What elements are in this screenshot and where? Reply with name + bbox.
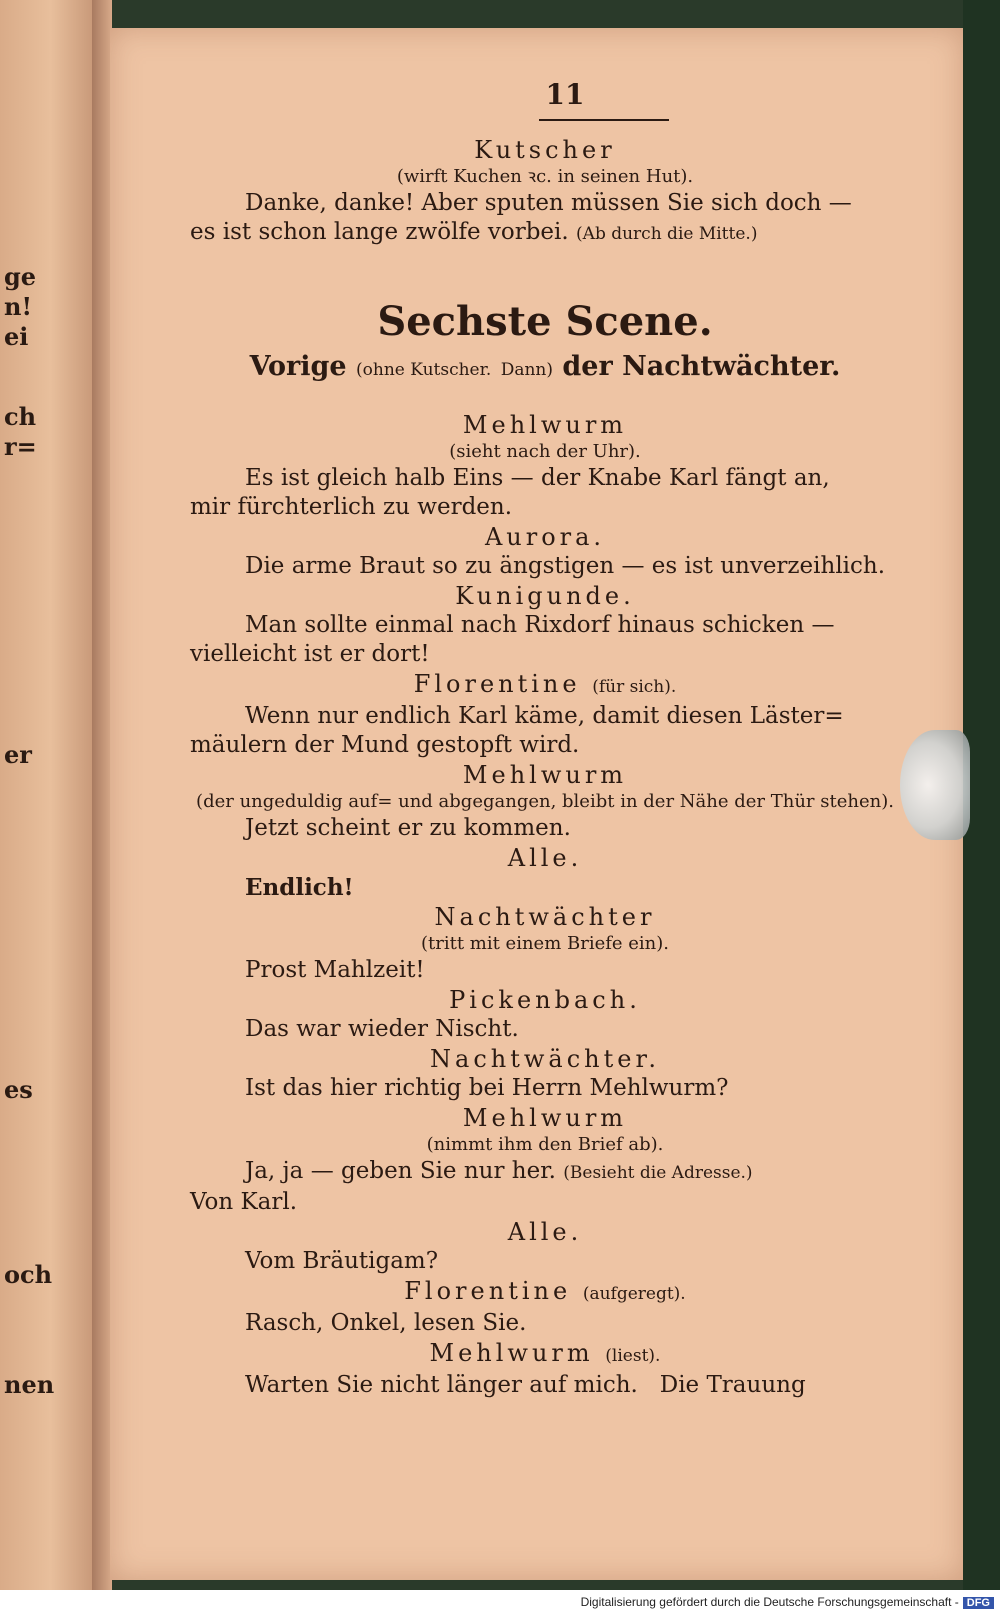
speaker-name: Aurora. — [484, 523, 606, 551]
page-number: 11 — [545, 78, 585, 111]
speaker-name: Kunigunde. — [455, 582, 635, 610]
left-fragment: r= — [4, 432, 37, 461]
footer-bar — [0, 1590, 1000, 1614]
speaker-name: Alle. — [507, 844, 583, 872]
left-fragment: er — [4, 740, 32, 769]
dialogue-line: mäulern der Mund gestopft wird. — [190, 732, 580, 758]
dialogue-line: Warten Sie nicht länger auf mich. Die Trauung — [245, 1372, 806, 1398]
dialogue-line: Jetzt scheint er zu kommen. — [245, 815, 571, 841]
speaker-name: Kutscher — [474, 136, 616, 164]
scene-sub-part: Dann) — [500, 360, 553, 380]
page-clip — [900, 730, 970, 840]
stage-direction: (tritt mit einem Briefe ein). — [420, 933, 670, 954]
left-fragment: ch — [4, 402, 37, 431]
scene-sub-part: Vorige — [249, 351, 347, 382]
page-content — [190, 78, 900, 1400]
speaker-name: Mehlwurm — [462, 761, 628, 789]
speaker-name: Nachtwächter. — [430, 1045, 660, 1073]
speaker-line — [190, 1276, 900, 1309]
dialogue-line — [190, 218, 900, 249]
speaker-name: Florentine — [413, 670, 581, 698]
stage-direction: (Besieht die Adresse.) — [563, 1163, 753, 1183]
stage-direction: (wirft Kuchen ꝛc. in seinen Hut). — [396, 166, 694, 187]
speaker-line — [190, 669, 900, 702]
stage-direction: (aufgeregt). — [582, 1284, 686, 1304]
dialogue-line: Die arme Braut so zu ängstigen — es ist unverzeihlich. — [245, 553, 886, 579]
dfg-logo: DFG — [963, 1597, 994, 1609]
left-fragment: och — [4, 1260, 53, 1289]
speaker-name: Florentine — [404, 1277, 572, 1305]
dialogue-line: Endlich! — [245, 874, 354, 901]
book-gutter — [92, 0, 112, 1590]
stage-direction: (für sich). — [592, 677, 677, 697]
speaker-name: Mehlwurm — [429, 1339, 594, 1367]
left-fragment: nen — [4, 1370, 55, 1399]
dialogue-line: Danke, danke! Aber sputen müssen Sie sich doch — — [245, 190, 852, 216]
dialogue-line: Ist das hier richtig bei Herrn Mehlwurm? — [245, 1075, 729, 1101]
left-fragment: n! — [4, 292, 32, 321]
dialogue-line — [190, 1157, 900, 1188]
dialogue-line: mir fürchterlich zu werden. — [190, 494, 513, 520]
dialogue-line: Es ist gleich halb Eins — der Knabe Karl fängt an, — [245, 465, 830, 491]
left-fragment: ge — [4, 262, 37, 291]
dialogue-line: Wenn nur endlich Karl käme, damit diesen Läster= — [245, 703, 844, 729]
scene-sub-part: (ohne Kutscher. — [356, 360, 492, 380]
left-fragment: ei — [4, 322, 29, 351]
speaker-name: Alle. — [507, 1218, 583, 1246]
footer-text: Digitalisierung gefördert durch die Deutsche Forschungsgemeinschaft - — [580, 1595, 959, 1609]
dialogue-line: vielleicht ist er dort! — [190, 641, 430, 667]
dialogue-line: Das war wieder Nischt. — [245, 1016, 519, 1042]
left-fragment: es — [4, 1075, 33, 1104]
stage-direction: (nimmt ihm den Brief ab). — [426, 1134, 664, 1155]
dialogue-line: Prost Mahlzeit! — [245, 957, 425, 983]
left-page-edge — [0, 0, 92, 1590]
stage-direction: (liest). — [605, 1346, 661, 1366]
scene-subtitle — [190, 347, 900, 390]
speaker-name: Nachtwächter — [434, 903, 656, 931]
speaker-name: Mehlwurm — [462, 1104, 628, 1132]
dialogue-text: es ist schon lange zwölfe vorbei. — [190, 219, 569, 245]
page-number-rule — [539, 119, 669, 121]
scene-sub-part: der Nachtwächter. — [562, 351, 841, 382]
speaker-name: Mehlwurm — [462, 411, 628, 439]
dialogue-text: Ja, ja — geben Sie nur her. — [245, 1158, 556, 1184]
stage-direction: (sieht nach der Uhr). — [449, 441, 641, 462]
dialogue-line: Vom Bräutigam? — [245, 1248, 439, 1274]
stage-direction: (der ungeduldig auf= und abgegangen, bleibt in der Nähe der Thür stehen). — [196, 791, 894, 812]
stage-direction: (Ab durch die Mitte.) — [576, 224, 758, 244]
speaker-name: Pickenbach. — [449, 986, 641, 1014]
dialogue-line: Man sollte einmal nach Rixdorf hinaus schicken — — [245, 612, 835, 638]
dialogue-line: Rasch, Onkel, lesen Sie. — [245, 1310, 527, 1336]
speaker-line — [190, 1338, 900, 1371]
scene-title: Sechste Scene. — [377, 298, 713, 345]
dialogue-line: Von Karl. — [190, 1189, 298, 1215]
book-page — [110, 28, 963, 1580]
